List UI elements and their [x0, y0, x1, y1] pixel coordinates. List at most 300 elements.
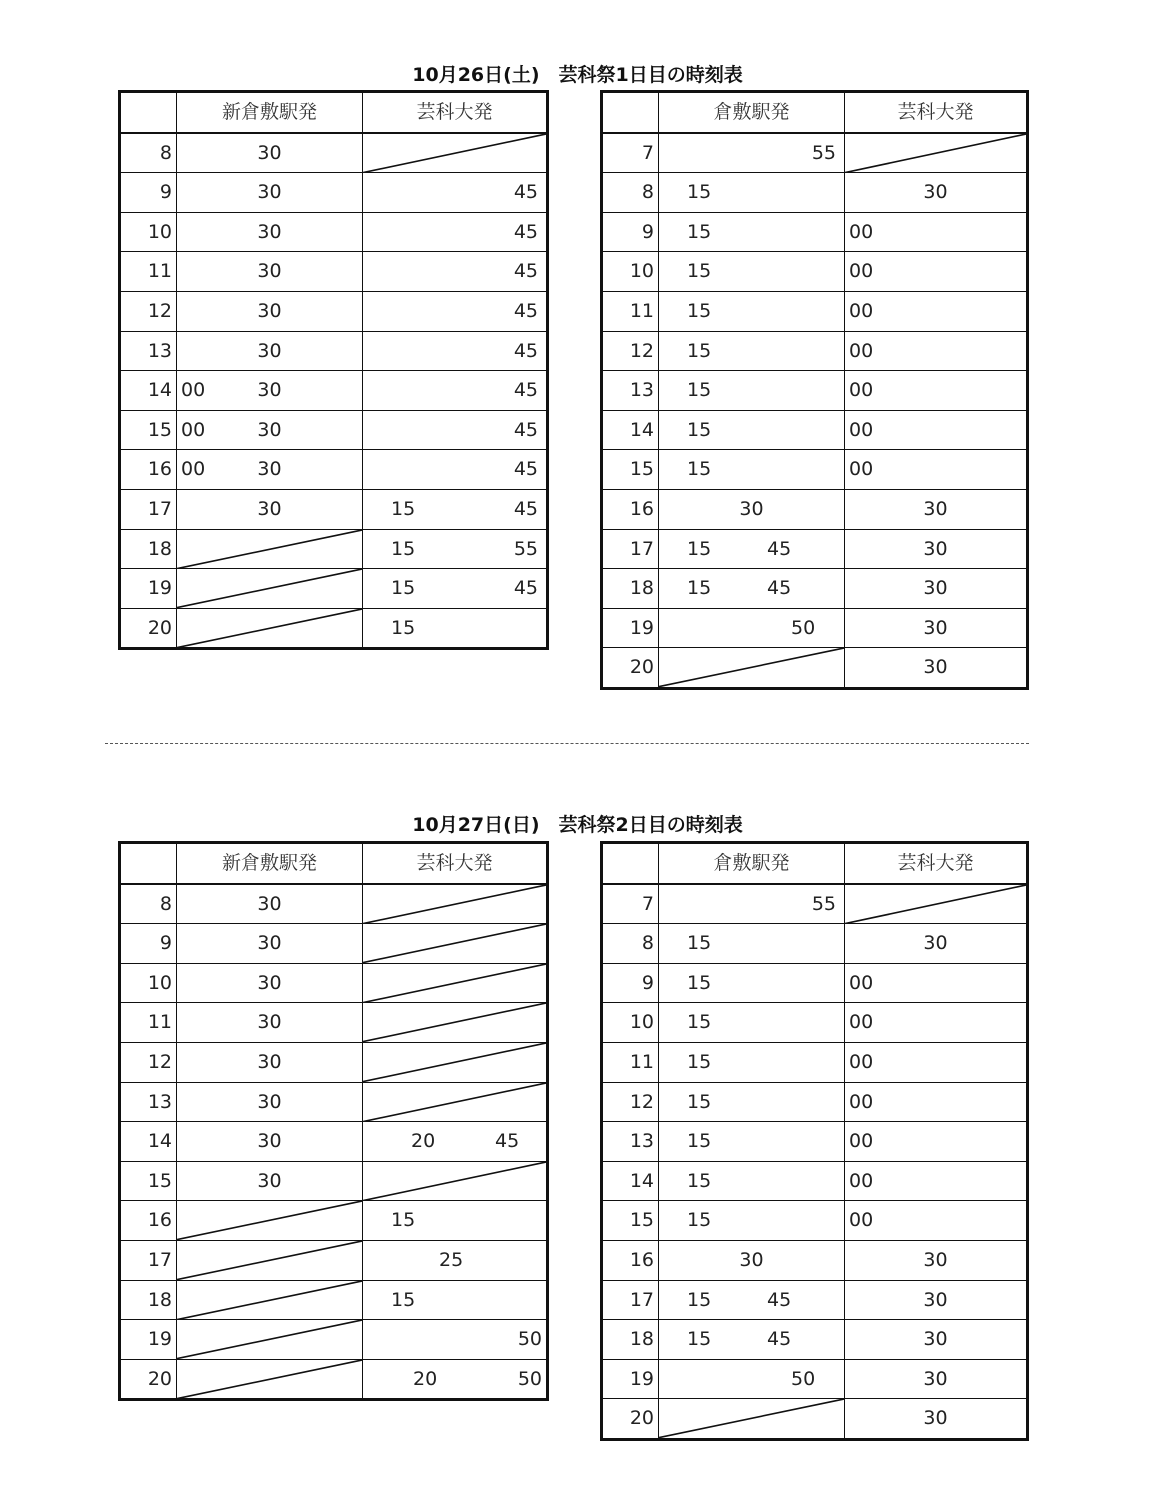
table-row	[603, 647, 1026, 687]
university-departure-cell	[363, 252, 546, 291]
departure-minute: 15	[687, 1288, 712, 1311]
hour-cell: 17	[121, 1241, 177, 1280]
departure-minute: 30	[257, 1011, 282, 1034]
departure-minute: 15	[687, 1209, 712, 1232]
departure-minute: 15	[687, 300, 712, 322]
station-departure-cell	[659, 885, 845, 924]
departure-minute: 45	[767, 1288, 792, 1311]
departure-minute: 15	[687, 458, 712, 481]
departure-minute: 30	[257, 498, 282, 520]
hour-cell: 8	[603, 924, 659, 963]
table-row	[603, 172, 1026, 212]
departure-minute: 50	[791, 616, 816, 639]
departure-minute: 20	[411, 1130, 436, 1153]
departure-minute: 00	[849, 1130, 874, 1153]
departure-minute: 15	[687, 339, 712, 362]
day1-shinkurashiki-table	[118, 90, 549, 650]
no-service-slash	[363, 134, 546, 173]
station-departure-cell	[177, 964, 363, 1003]
table-row	[603, 1359, 1026, 1399]
station-departure-cell	[177, 173, 363, 212]
table-row	[121, 1121, 546, 1161]
table-row	[603, 1398, 1026, 1438]
hour-cell: 9	[603, 213, 659, 252]
table-row	[603, 963, 1026, 1003]
no-service-slash	[845, 885, 1026, 924]
header-hour-cell	[121, 93, 177, 132]
section-divider	[105, 743, 1029, 744]
university-departure-cell	[363, 1083, 546, 1122]
university-departure-cell	[845, 252, 1026, 291]
table-row	[603, 1280, 1026, 1320]
departure-minute: 30	[923, 1288, 948, 1311]
hour-cell: 9	[603, 964, 659, 1003]
station-departure-cell	[659, 1320, 845, 1359]
university-departure-cell	[845, 1241, 1026, 1280]
hour-cell: 20	[121, 609, 177, 648]
departure-minute: 00	[849, 339, 874, 362]
hour-cell: 15	[121, 1162, 177, 1201]
hour-cell: 11	[121, 252, 177, 291]
university-departure-cell	[845, 1003, 1026, 1042]
hour-cell: 18	[121, 530, 177, 569]
hour-cell: 20	[603, 1399, 659, 1438]
station-departure-cell	[177, 411, 363, 450]
hour-cell: 8	[603, 173, 659, 212]
departure-minute: 00	[849, 458, 874, 481]
station-departure-cell	[659, 924, 845, 963]
station-departure-cell	[659, 252, 845, 291]
table-row	[121, 133, 546, 173]
hour-cell: 9	[121, 173, 177, 212]
station-departure-cell	[177, 885, 363, 924]
station-departure-cell	[177, 371, 363, 410]
university-departure-cell	[845, 213, 1026, 252]
departure-minute: 15	[687, 577, 712, 600]
station-departure-cell	[659, 569, 845, 608]
departure-minute: 25	[439, 1249, 464, 1271]
day2-kurashiki-table	[600, 841, 1029, 1441]
table-row	[121, 410, 546, 450]
hour-cell: 17	[603, 530, 659, 569]
table-row	[603, 1240, 1026, 1280]
table-row	[121, 212, 546, 252]
hour-cell: 10	[603, 1003, 659, 1042]
hour-cell: 8	[121, 885, 177, 924]
departure-minute: 00	[849, 379, 874, 402]
station-departure-cell	[659, 1162, 845, 1201]
hour-cell: 15	[603, 1201, 659, 1240]
no-service-slash	[177, 569, 362, 608]
departure-minute: 45	[767, 577, 792, 600]
departure-minute: 00	[849, 418, 874, 441]
departure-minute: 55	[811, 892, 836, 915]
departure-minute: 30	[923, 498, 948, 520]
departure-minute: 15	[687, 418, 712, 441]
station-departure-cell	[177, 1320, 363, 1359]
departure-minute: 15	[391, 498, 416, 520]
table-row	[603, 884, 1026, 924]
hour-cell: 19	[121, 569, 177, 608]
station-departure-cell	[659, 1241, 845, 1280]
station-departure-cell	[659, 648, 845, 687]
table-row	[121, 1319, 546, 1359]
departure-minute: 15	[687, 1011, 712, 1034]
table-row	[121, 172, 546, 212]
university-departure-cell	[845, 1360, 1026, 1399]
departure-minute: 30	[923, 932, 948, 955]
departure-minute: 00	[849, 220, 874, 243]
no-service-slash	[363, 1162, 546, 1201]
station-departure-cell	[177, 1162, 363, 1201]
departure-minute: 00	[181, 379, 206, 402]
university-departure-cell	[845, 411, 1026, 450]
hour-cell: 14	[121, 371, 177, 410]
departure-minute: 30	[923, 577, 948, 600]
table-row	[603, 1161, 1026, 1201]
departure-minute: 45	[513, 220, 538, 243]
departure-minute: 30	[257, 379, 282, 402]
station-departure-cell	[177, 1201, 363, 1240]
station-departure-cell	[659, 332, 845, 371]
no-service-slash	[177, 1241, 362, 1280]
header-university-departure: 芸科大発	[897, 101, 974, 123]
station-departure-cell	[177, 292, 363, 331]
university-departure-cell	[363, 292, 546, 331]
departure-minute: 30	[257, 1169, 282, 1192]
station-departure-cell	[659, 1083, 845, 1122]
departure-minute: 45	[513, 339, 538, 362]
station-departure-cell	[659, 1003, 845, 1042]
departure-minute: 30	[923, 537, 948, 560]
day2-title: 10月27日(日) 芸科祭2日目の時刻表	[412, 814, 743, 836]
hour-cell: 15	[121, 411, 177, 450]
departure-minute: 30	[257, 260, 282, 283]
table-row	[603, 449, 1026, 489]
university-departure-cell	[363, 609, 546, 648]
hour-cell: 17	[121, 490, 177, 529]
departure-minute: 15	[391, 1209, 416, 1232]
station-departure-cell	[659, 1399, 845, 1438]
table-header-row	[121, 93, 546, 133]
table-row	[121, 529, 546, 569]
table-row	[603, 1121, 1026, 1161]
university-departure-cell	[363, 450, 546, 489]
university-departure-cell	[845, 1122, 1026, 1161]
departure-minute: 15	[687, 1130, 712, 1153]
departure-minute: 45	[767, 537, 792, 560]
hour-cell: 13	[603, 371, 659, 410]
table-row	[121, 884, 546, 924]
hour-cell: 14	[603, 1162, 659, 1201]
departure-minute: 30	[923, 181, 948, 204]
departure-minute: 30	[257, 1130, 282, 1153]
university-departure-cell	[363, 924, 546, 963]
station-departure-cell	[177, 1281, 363, 1320]
station-departure-cell	[177, 1083, 363, 1122]
departure-minute: 30	[257, 1051, 282, 1073]
university-departure-cell	[363, 1241, 546, 1280]
hour-cell: 14	[603, 411, 659, 450]
university-departure-cell	[363, 490, 546, 529]
station-departure-cell	[659, 1043, 845, 1082]
table-row	[121, 331, 546, 371]
departure-minute: 30	[257, 458, 282, 481]
no-service-slash	[659, 1399, 844, 1438]
hour-cell: 7	[603, 134, 659, 173]
hour-cell: 8	[121, 134, 177, 173]
university-departure-cell	[845, 569, 1026, 608]
university-departure-cell	[363, 371, 546, 410]
station-departure-cell	[659, 450, 845, 489]
university-departure-cell	[363, 885, 546, 924]
departure-minute: 30	[923, 616, 948, 639]
station-departure-cell	[659, 134, 845, 173]
no-service-slash	[659, 648, 844, 687]
university-departure-cell	[363, 1281, 546, 1320]
university-departure-cell	[845, 1083, 1026, 1122]
departure-minute: 30	[257, 300, 282, 322]
no-service-slash	[177, 1281, 362, 1320]
no-service-slash	[363, 885, 546, 924]
table-row	[121, 963, 546, 1003]
departure-minute: 30	[257, 220, 282, 243]
hour-cell: 11	[603, 292, 659, 331]
university-departure-cell	[845, 134, 1026, 173]
table-row	[603, 923, 1026, 963]
departure-minute: 00	[849, 971, 874, 994]
station-departure-cell	[177, 1122, 363, 1161]
no-service-slash	[177, 530, 362, 569]
table-row	[603, 410, 1026, 450]
departure-minute: 15	[391, 577, 416, 600]
departure-minute: 45	[495, 1130, 520, 1153]
table-row	[121, 1200, 546, 1240]
departure-minute: 15	[687, 1169, 712, 1192]
departure-minute: 45	[513, 498, 538, 520]
table-row	[121, 449, 546, 489]
table-row	[121, 489, 546, 529]
departure-minute: 30	[257, 971, 282, 994]
hour-cell: 10	[121, 213, 177, 252]
departure-minute: 30	[257, 141, 282, 164]
table-row	[603, 529, 1026, 569]
hour-cell: 10	[603, 252, 659, 291]
departure-minute: 15	[687, 379, 712, 402]
station-departure-cell	[177, 490, 363, 529]
hour-cell: 11	[603, 1043, 659, 1082]
table-row	[121, 1240, 546, 1280]
no-service-slash	[845, 134, 1026, 173]
hour-cell: 12	[121, 292, 177, 331]
university-departure-cell	[363, 530, 546, 569]
hour-cell: 17	[603, 1281, 659, 1320]
station-departure-cell	[659, 411, 845, 450]
station-departure-cell	[659, 371, 845, 410]
header-hour-cell	[603, 844, 659, 883]
university-departure-cell	[845, 1162, 1026, 1201]
university-departure-cell	[845, 1399, 1026, 1438]
table-row	[121, 291, 546, 331]
hour-cell: 7	[603, 885, 659, 924]
table-row	[121, 251, 546, 291]
hour-cell: 19	[121, 1320, 177, 1359]
departure-minute: 00	[849, 1090, 874, 1113]
station-departure-cell	[177, 1241, 363, 1280]
university-departure-cell	[363, 1320, 546, 1359]
hour-cell: 9	[121, 924, 177, 963]
departure-minute: 45	[513, 181, 538, 204]
station-departure-cell	[177, 134, 363, 173]
departure-minute: 30	[257, 339, 282, 362]
university-departure-cell	[845, 450, 1026, 489]
day1-kurashiki-table	[600, 90, 1029, 690]
university-departure-cell	[363, 411, 546, 450]
station-departure-cell	[177, 213, 363, 252]
table-row	[603, 608, 1026, 648]
no-service-slash	[363, 1043, 546, 1082]
header-station-departure: 倉敷駅発	[659, 844, 845, 883]
university-departure-cell	[845, 964, 1026, 1003]
university-departure-cell	[845, 530, 1026, 569]
departure-minute: 15	[687, 220, 712, 243]
university-departure-cell	[363, 213, 546, 252]
departure-minute: 00	[849, 1051, 874, 1073]
hour-cell: 20	[603, 648, 659, 687]
header-hour-cell	[603, 93, 659, 132]
departure-minute: 30	[923, 656, 948, 679]
table-row	[603, 1002, 1026, 1042]
header-university-departure: 芸科大発	[416, 852, 493, 874]
station-departure-cell	[659, 964, 845, 1003]
departure-minute: 15	[687, 260, 712, 283]
departure-minute: 30	[257, 181, 282, 204]
departure-minute: 15	[687, 1051, 712, 1073]
table-row	[121, 1002, 546, 1042]
hour-cell: 14	[121, 1122, 177, 1161]
table-row	[603, 212, 1026, 252]
university-departure-cell	[363, 964, 546, 1003]
station-departure-cell	[177, 252, 363, 291]
university-departure-cell	[363, 1162, 546, 1201]
day2-shinkurashiki-table	[118, 841, 549, 1401]
departure-minute: 45	[513, 300, 538, 322]
table-row	[603, 251, 1026, 291]
university-departure-cell	[363, 1003, 546, 1042]
station-departure-cell	[177, 1043, 363, 1082]
departure-minute: 20	[413, 1367, 438, 1390]
departure-minute: 15	[687, 1090, 712, 1113]
university-departure-cell	[845, 173, 1026, 212]
university-departure-cell	[845, 1201, 1026, 1240]
station-departure-cell	[659, 292, 845, 331]
hour-cell: 12	[121, 1043, 177, 1082]
departure-minute: 30	[257, 892, 282, 915]
university-departure-cell	[845, 1320, 1026, 1359]
departure-minute: 00	[849, 260, 874, 283]
table-row	[121, 568, 546, 608]
university-departure-cell	[845, 332, 1026, 371]
hour-cell: 19	[603, 1360, 659, 1399]
table-row	[121, 1359, 546, 1399]
table-row	[121, 608, 546, 648]
university-departure-cell	[363, 1201, 546, 1240]
table-header-row	[603, 93, 1026, 133]
station-departure-cell	[177, 1003, 363, 1042]
table-row	[121, 923, 546, 963]
hour-cell: 13	[121, 1083, 177, 1122]
hour-cell: 16	[121, 1201, 177, 1240]
day1-title: 10月26日(土) 芸科祭1日目の時刻表	[412, 64, 743, 86]
departure-minute: 30	[923, 1328, 948, 1351]
table-row	[603, 370, 1026, 410]
departure-minute: 50	[517, 1367, 542, 1390]
no-service-slash	[363, 1083, 546, 1122]
hour-cell: 16	[121, 450, 177, 489]
departure-minute: 45	[767, 1328, 792, 1351]
station-departure-cell	[659, 609, 845, 648]
university-departure-cell	[845, 1043, 1026, 1082]
station-departure-cell	[659, 530, 845, 569]
station-departure-cell	[659, 173, 845, 212]
hour-cell: 18	[603, 1320, 659, 1359]
table-row	[121, 1161, 546, 1201]
departure-minute: 50	[517, 1328, 542, 1351]
departure-minute: 45	[513, 458, 538, 481]
station-departure-cell	[177, 450, 363, 489]
university-departure-cell	[363, 1360, 546, 1399]
departure-minute: 00	[181, 458, 206, 481]
departure-minute: 45	[513, 577, 538, 600]
university-departure-cell	[363, 173, 546, 212]
station-departure-cell	[177, 1360, 363, 1399]
hour-cell: 16	[603, 1241, 659, 1280]
departure-minute: 00	[181, 418, 206, 441]
table-row	[603, 568, 1026, 608]
university-departure-cell	[363, 134, 546, 173]
departure-minute: 30	[923, 1367, 948, 1390]
hour-cell: 18	[121, 1281, 177, 1320]
no-service-slash	[363, 964, 546, 1003]
departure-minute: 30	[257, 1090, 282, 1113]
header-station-departure: 新倉敷駅発	[177, 93, 363, 132]
hour-cell: 20	[121, 1360, 177, 1399]
table-row	[603, 291, 1026, 331]
station-departure-cell	[659, 1360, 845, 1399]
station-departure-cell	[177, 332, 363, 371]
university-departure-cell	[845, 924, 1026, 963]
departure-minute: 30	[923, 1407, 948, 1430]
departure-minute: 00	[849, 300, 874, 322]
hour-cell: 13	[603, 1122, 659, 1161]
station-departure-cell	[177, 924, 363, 963]
hour-cell: 18	[603, 569, 659, 608]
hour-cell: 12	[603, 332, 659, 371]
hour-cell: 16	[603, 490, 659, 529]
hour-cell: 19	[603, 609, 659, 648]
departure-minute: 15	[687, 181, 712, 204]
departure-minute: 00	[849, 1011, 874, 1034]
university-departure-cell	[845, 371, 1026, 410]
hour-cell: 11	[121, 1003, 177, 1042]
table-row	[603, 331, 1026, 371]
station-departure-cell	[177, 609, 363, 648]
university-departure-cell	[845, 885, 1026, 924]
departure-minute: 00	[849, 1209, 874, 1232]
header-university-departure: 芸科大発	[416, 101, 493, 123]
university-departure-cell	[363, 569, 546, 608]
table-row	[603, 133, 1026, 173]
